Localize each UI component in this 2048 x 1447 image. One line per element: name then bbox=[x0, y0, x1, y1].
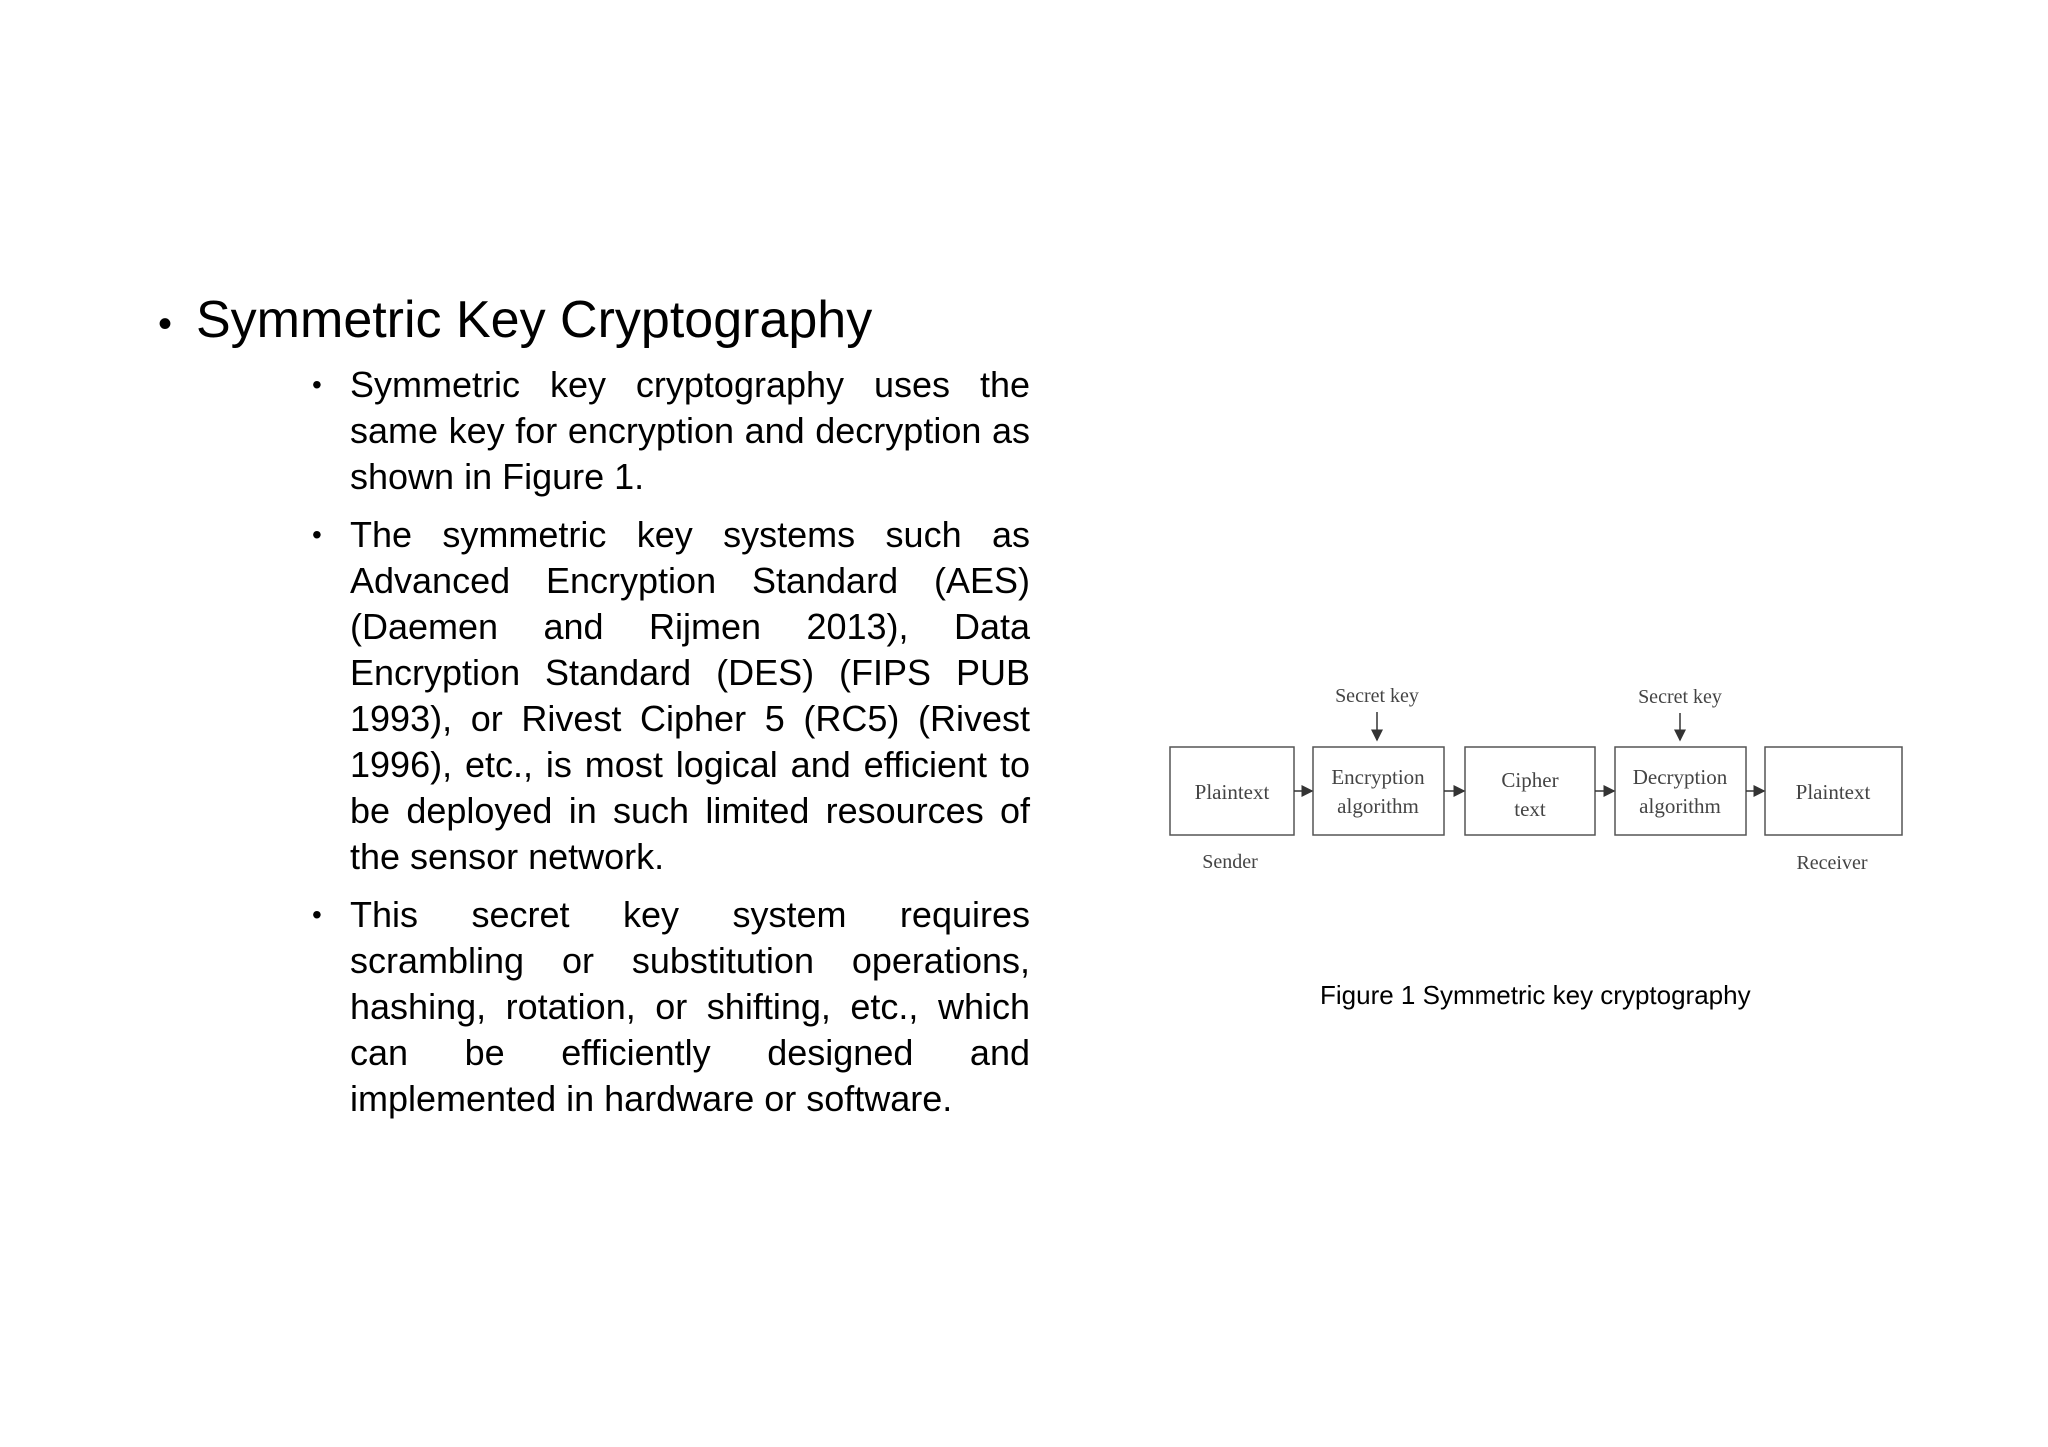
secret-key-label-2: Secret key bbox=[1638, 686, 1722, 708]
receiver-label: Receiver bbox=[1796, 852, 1868, 874]
encryption-label-line2: algorithm bbox=[1337, 794, 1419, 818]
sender-label: Sender bbox=[1202, 851, 1258, 873]
list-item bbox=[312, 362, 1030, 500]
main-bullet bbox=[158, 292, 872, 349]
plaintext-label-sender: Plaintext bbox=[1194, 780, 1270, 804]
symmetric-key-diagram bbox=[1160, 680, 1920, 880]
encryption-box bbox=[1313, 747, 1444, 835]
list-item bbox=[312, 892, 1030, 1122]
bullet-icon: • bbox=[312, 519, 322, 550]
figure-caption: Figure 1 Symmetric key cryptography bbox=[1320, 980, 1751, 1010]
sub-bullet-list bbox=[312, 362, 1030, 1134]
bullet-icon: • bbox=[158, 302, 173, 346]
bullet-icon: • bbox=[312, 899, 322, 930]
cipher-label-line1: Cipher bbox=[1501, 768, 1559, 792]
decryption-box bbox=[1615, 747, 1746, 835]
bullet-text: Symmetric key cryptography uses the same key for encryption and decryption as shown in Figure 1. bbox=[350, 364, 1030, 497]
plaintext-label-receiver: Plaintext bbox=[1795, 780, 1871, 804]
bullet-icon: • bbox=[312, 369, 322, 400]
diagram-svg bbox=[1160, 680, 1920, 880]
secret-key-label-1: Secret key bbox=[1335, 685, 1419, 707]
decryption-label-line2: algorithm bbox=[1639, 794, 1721, 818]
bullet-text: The symmetric key systems such as Advanced Encryption Standard (AES) (Daemen and Rijmen 2013), Data Encryption Standard (DES) (FIPS PUB 1993), or Rivest Cipher 5 (RC5) (Rivest 1996), etc., is most logical and efficient to be deployed in such limited resources of the sensor network. bbox=[350, 514, 1030, 877]
decryption-label-line1: Decryption bbox=[1632, 765, 1728, 789]
list-item bbox=[312, 512, 1030, 880]
bullet-text: This secret key system requires scrambling or substitution operations, hashing, rotation, or shifting, etc., which can be efficiently designed and implemented in hardware or software. bbox=[350, 894, 1030, 1119]
slide-title: Symmetric Key Cryptography bbox=[196, 291, 873, 349]
cipher-label-line2: text bbox=[1514, 797, 1546, 821]
encryption-label-line1: Encryption bbox=[1331, 765, 1425, 789]
